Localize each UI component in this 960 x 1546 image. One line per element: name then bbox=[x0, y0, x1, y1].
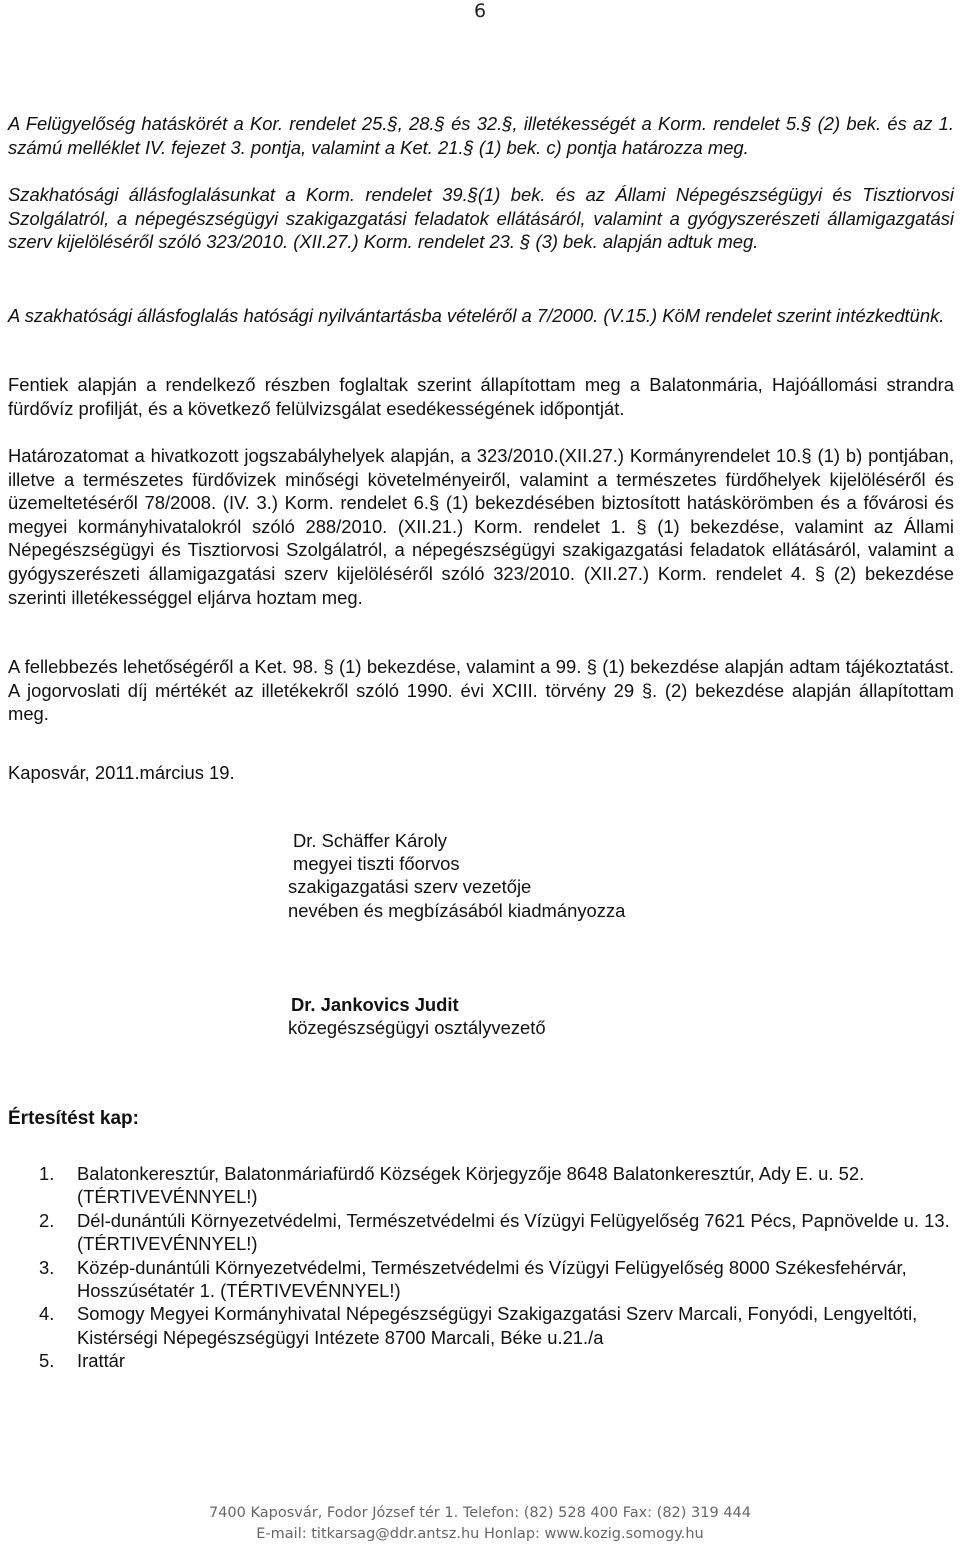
recipient-text: Közép-dunántúli Környezetvédelmi, Természetvédelmi és Vízügyi Felügyelőség 8000 Székesfehérvár, Hosszúsétatér 1. (TÉRTIVEVÉNNYEL!) bbox=[77, 1256, 907, 1302]
signatory-title: közegészségügyi osztályvezető bbox=[288, 1017, 546, 1039]
paragraph-appeal-info: A fellebbezés lehetőségéről a Ket. 98. § (1) bekezdése, valamint a 99. § (1) bekezdése alapján adtam tájékoztatást. A jogorvoslati díj mértékét az illetékekről szóló 1990. évi XCIII. törvény 29 §. (2) bekezdése alapján állapítottam meg. bbox=[8, 656, 954, 725]
footer-address: 7400 Kaposvár, Fodor József tér 1. Telefon: (82) 528 400 Fax: (82) 319 444 bbox=[208, 1505, 751, 1521]
recipients-heading: Értesítést kap: bbox=[8, 1108, 139, 1129]
paragraph-authority: A Felügyelőség hatáskörét a Kor. rendelet 25.§, 28.§ és 32.§, illetékességét a Korm. rendelet 5.§ (2) bek. és az 1. számú melléklet IV. fejezet 3. pontja, valamint a Ket. 21.§ (1) bek. c) pontja határozza meg. bbox=[8, 113, 954, 158]
list-number: 5. bbox=[39, 1350, 55, 1372]
signature-block-2 bbox=[288, 993, 546, 1039]
paragraph-registry: A szakhatósági állásfoglalás hatósági nyilvántartásba vételéről a 7/2000. (V.15.) KöM rendelet szerint intézkedtünk. bbox=[8, 305, 945, 326]
list-number: 3. bbox=[39, 1256, 55, 1278]
list-item bbox=[39, 1349, 957, 1372]
page-number: 6 bbox=[473, 0, 487, 22]
paragraph-findings: Fentiek alapján a rendelkező részben foglaltak szerint állapítottam meg a Balatonmária, Hajóállomási strandra fürdővíz profilját, és a következő felülvizsgálat esedékességének időpontját. bbox=[8, 374, 954, 419]
place-and-date: Kaposvár, 2011.március 19. bbox=[8, 762, 235, 783]
list-number: 2. bbox=[39, 1209, 55, 1231]
signature-block-1 bbox=[288, 829, 625, 922]
paragraph-expert-opinion: Szakhatósági állásfoglalásunkat a Korm. rendelet 39.§(1) bek. és az Állami Népegészségügyi és Tisztiorvosi Szolgálatról, a népegészségügyi szakigazgatási feladatok ellátásáról, valamint a gyógyszerészeti államigazgatási szerv kijelöléséről szóló 323/2010. (XII.27.) Korm. rendelet 23. § (3) bek. alapján adtuk meg. bbox=[8, 184, 954, 253]
signatory-name: Dr. Schäffer Károly bbox=[293, 830, 448, 851]
signatory-role: szakigazgatási szerv vezetője bbox=[288, 876, 532, 898]
paragraph-legal-basis: Határozatomat a hivatkozott jogszabályhelyek alapján, a 323/2010.(XII.27.) Kormányrendelet 10.§ (1) b) pontjában, illetve a természetes fürdővizek minőségi követelményeiről, valamint a természetes fürdőhelyek kijelöléséről és üzemeltetéséről 78/2008. (IV. 3.) Korm. rendelet 6.§ (1) bekezdésében biztosított hatáskörömben és a fővárosi és megyei kormányhivatalokról szóló 288/2010. (XII.21.) Korm. rendelet 1. § (1) bekezdése, valamint az Állami Népegészségügyi és Tisztiorvosi Szolgálatról, a népegészségügyi szakigazgatási feladatok ellátásáról, valamint a gyógyszerészeti államigazgatási szerv kijelöléséről szóló 323/2010. (XII.27.) Korm. rendelet 4. § (2) bekezdése szerinti illetékességgel eljárva hoztam meg. bbox=[8, 445, 954, 608]
recipient-text: Dél-dunántúli Környezetvédelmi, Természetvédelmi és Vízügyi Felügyelőség 7621 Pécs, Papnövelde u. 13. (TÉRTIVEVÉNNYEL!) bbox=[77, 1209, 950, 1255]
recipient-text: Somogy Megyei Kormányhivatal Népegészségügyi Szakigazgatási Szerv Marcali, Fonyódi, Lengyeltóti, Kistérségi Népegészségügyi Intézete 8700 Marcali, Béke u.21./a bbox=[77, 1303, 918, 1348]
signatory-title: megyei tiszti főorvos bbox=[293, 853, 460, 875]
list-item bbox=[39, 1209, 957, 1256]
recipients-list bbox=[39, 1162, 957, 1373]
recipient-text: Balatonkeresztúr, Balatonmáriafürdő Községek Körjegyzője 8648 Balatonkeresztúr, Ady E. u. 52. (TÉRTIVEVÉNNYEL!) bbox=[77, 1163, 865, 1208]
signatory-authorization: nevében és megbízásából kiadmányozza bbox=[288, 899, 626, 921]
list-item bbox=[39, 1256, 957, 1303]
footer-contact: E-mail: titkarsag@ddr.antsz.hu Honlap: www.kozig.somogy.hu bbox=[256, 1526, 704, 1542]
signatory-name: Dr. Jankovics Judit bbox=[291, 994, 459, 1015]
recipient-text: Irattár bbox=[77, 1350, 126, 1372]
list-number: 4. bbox=[39, 1303, 55, 1325]
list-item bbox=[39, 1162, 957, 1209]
list-item bbox=[39, 1302, 957, 1349]
list-number: 1. bbox=[39, 1163, 55, 1184]
